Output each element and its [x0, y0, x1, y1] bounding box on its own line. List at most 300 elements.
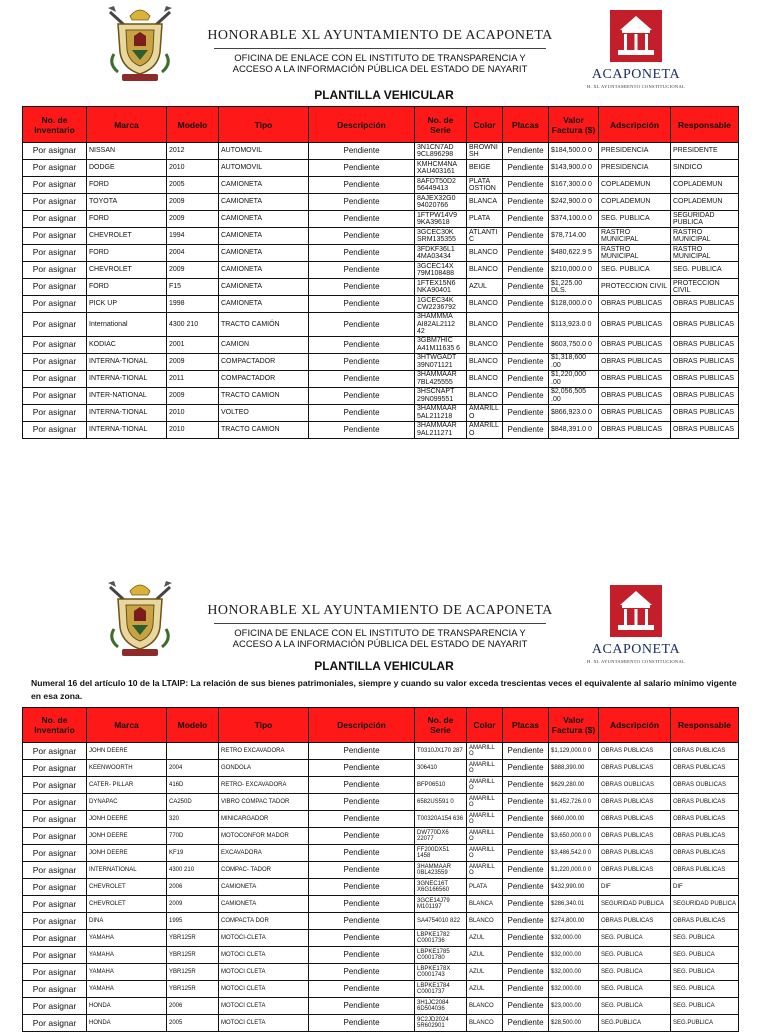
cell-type: COMPACTADOR — [219, 353, 309, 370]
cell-serial: T0310JX170 287 — [415, 743, 467, 760]
cell-brand: HONDA — [87, 998, 167, 1015]
cell-assignment: SEG. PUBLICA — [599, 930, 671, 947]
cell-description: Pendiente — [309, 947, 415, 964]
table-row — [23, 828, 739, 845]
cell-responsible: OBRAS PUBLICAS — [671, 743, 739, 760]
cell-assignment: OBRAS PUBLICAS — [599, 353, 671, 370]
column-header-invoice-value: Valor Factura ($) — [549, 708, 599, 743]
cell-model: F15 — [167, 279, 219, 296]
cell-model: 2009 — [167, 896, 219, 913]
cell-responsible: RASTRO MUNICIPAL — [671, 245, 739, 262]
cell-plates: Pendiente — [503, 828, 549, 845]
cell-type: COMPACTADOR — [219, 370, 309, 387]
cell-assignment: OBRAS PUBLICAS — [599, 828, 671, 845]
cell-plates: Pendiente — [503, 194, 549, 211]
cell-brand: JONH DEERE — [87, 845, 167, 862]
cell-color: BLANCO — [467, 387, 503, 404]
cell-color: AMARILL O — [467, 760, 503, 777]
cell-assignment: OBRAS PUBLICAS — [599, 421, 671, 438]
cell-brand: CHEVROLET — [87, 228, 167, 245]
cell-color: BEIGE — [467, 160, 503, 177]
cell-plates: Pendiente — [503, 336, 549, 353]
cell-serial: 3H1JC2084 6D504036 — [415, 998, 467, 1015]
cell-color: BLANCO — [467, 353, 503, 370]
cell-serial: FF200DX51 1458 — [415, 845, 467, 862]
table-row — [23, 777, 739, 794]
page-header — [0, 575, 768, 664]
cell-assignment: PRESIDENCIA — [599, 143, 671, 160]
cell-type: MOTOCONFOR MADOR — [219, 828, 309, 845]
table-row — [23, 930, 739, 947]
cell-inventory: Por asignar — [23, 336, 87, 353]
cell-brand: DYNAPAC — [87, 794, 167, 811]
cell-color: AZUL — [467, 964, 503, 981]
cell-type: CAMIONETA — [219, 896, 309, 913]
cell-color: AMARILL O — [467, 794, 503, 811]
cell-invoice-value: $480,622.9 5 — [549, 245, 599, 262]
cell-assignment: RASTRO MUNICIPAL — [599, 245, 671, 262]
cell-description: Pendiente — [309, 794, 415, 811]
cell-invoice-value: $167,300.0 0 — [549, 177, 599, 194]
cell-color: AMARILL O — [467, 743, 503, 760]
cell-inventory: Por asignar — [23, 353, 87, 370]
cell-color: BLANCA — [467, 194, 503, 211]
cell-assignment: OBRAS PUBLICAS — [599, 794, 671, 811]
cell-responsible: DIF — [671, 879, 739, 896]
column-header-invoice-value: Valor Factura ($) — [549, 107, 599, 143]
cell-color: PLATA OSTION — [467, 177, 503, 194]
cell-brand: INTER-NATIONAL — [87, 387, 167, 404]
cell-assignment: SEG. PUBLICA — [599, 981, 671, 998]
cell-plates: Pendiente — [503, 998, 549, 1015]
cell-color: BLANCO — [467, 336, 503, 353]
cell-brand: International — [87, 313, 167, 337]
cell-responsible: SINDICO — [671, 160, 739, 177]
cell-type: RETRO EXCAVADORA — [219, 743, 309, 760]
cell-invoice-value: $113,923.0 0 — [549, 313, 599, 337]
cell-type: CAMIONETA — [219, 194, 309, 211]
cell-serial: 3HTWGADT 39N071121 — [415, 353, 467, 370]
cell-responsible: COPLADEMUN — [671, 194, 739, 211]
cell-plates: Pendiente — [503, 845, 549, 862]
table-row — [23, 177, 739, 194]
cell-type: AUTOMOVIL — [219, 143, 309, 160]
cell-plates: Pendiente — [503, 879, 549, 896]
cell-model: 2010 — [167, 160, 219, 177]
cell-brand: JOHN DEERE — [87, 743, 167, 760]
table-row — [23, 862, 739, 879]
cell-assignment: OBRAS PUBLICAS — [599, 370, 671, 387]
cell-inventory: Por asignar — [23, 421, 87, 438]
cell-plates: Pendiente — [503, 811, 549, 828]
cell-plates: Pendiente — [503, 862, 549, 879]
cell-plates: Pendiente — [503, 760, 549, 777]
table-row — [23, 947, 739, 964]
office-subtitle-line-1: OFICINA DE ENLACE CON EL INSTITUTO DE TRANSPARENCIA Y — [234, 53, 526, 64]
cell-brand: INTERNA-TIONAL — [87, 370, 167, 387]
cell-responsible: OBRAS PUBLICAS — [671, 828, 739, 845]
cell-description: Pendiente — [309, 245, 415, 262]
cell-inventory: Por asignar — [23, 211, 87, 228]
cell-type: MOTOCI CLETA — [219, 981, 309, 998]
cell-invoice-value: $848,391.0 0 — [549, 421, 599, 438]
table-header-row — [23, 708, 739, 743]
cell-serial: 9C2JD2024 5R602901 — [415, 1015, 467, 1032]
legal-notice: Numeral 16 del artículo 10 de la LTAIP: La relación de sus bienes patrimoniales, siempre y cuando su valor exceda trescientas veces el equivalente al salario mínimo vigente en esa zona. — [31, 678, 737, 701]
cell-color: BLANCO — [467, 296, 503, 313]
cell-plates: Pendiente — [503, 964, 549, 981]
council-title: HONORABLE XL AYUNTAMIENTO DE ACAPONETA — [207, 603, 553, 618]
cell-type: MOTOCI CLETA — [219, 1015, 309, 1032]
cell-inventory: Por asignar — [23, 947, 87, 964]
cell-plates: Pendiente — [503, 404, 549, 421]
vehicle-inventory-table — [22, 707, 739, 1032]
cell-plates: Pendiente — [503, 245, 549, 262]
cell-color: BLANCA — [467, 896, 503, 913]
cell-plates: Pendiente — [503, 794, 549, 811]
column-header-responsible: Responsable — [671, 708, 739, 743]
table-row — [23, 879, 739, 896]
title-divider — [214, 48, 546, 49]
cell-serial: 3GCE14J79 M101197 — [415, 896, 467, 913]
column-header-color: Color — [467, 708, 503, 743]
cell-type: MOTOCI CLETA — [219, 998, 309, 1015]
table-row — [23, 896, 739, 913]
column-header-plates: Placas — [503, 708, 549, 743]
cell-assignment: OBRAS PUBLICAS — [599, 296, 671, 313]
cell-brand: FORD — [87, 177, 167, 194]
cell-serial: 3GBM7HIC A41M11635 6 — [415, 336, 467, 353]
cell-brand: FORD — [87, 211, 167, 228]
column-header-serial: No. de Serie — [415, 708, 467, 743]
cell-description: Pendiente — [309, 828, 415, 845]
cell-serial: 3HAMMAAR 5AL211218 — [415, 404, 467, 421]
column-header-type: Tipo — [219, 708, 309, 743]
column-header-description: Descripción — [309, 107, 415, 143]
cell-inventory: Por asignar — [23, 811, 87, 828]
cell-brand: KEENWOORTH — [87, 760, 167, 777]
column-header-description: Descripción — [309, 708, 415, 743]
cell-inventory: Por asignar — [23, 370, 87, 387]
cell-responsible: SEG. PUBLICA — [671, 930, 739, 947]
cell-type: TRACTO CAMIÓN — [219, 313, 309, 337]
cell-invoice-value: $32,000.00 — [549, 947, 599, 964]
cell-plates: Pendiente — [503, 743, 549, 760]
council-title: HONORABLE XL AYUNTAMIENTO DE ACAPONETA — [207, 28, 553, 43]
cell-model: 2009 — [167, 387, 219, 404]
cell-inventory: Por asignar — [23, 828, 87, 845]
cell-color: BROWNI SH — [467, 143, 503, 160]
cell-model: 2009 — [167, 353, 219, 370]
cell-type: CAMIONETA — [219, 296, 309, 313]
cell-responsible: OBRAS PUBLICAS — [671, 862, 739, 879]
cell-plates: Pendiente — [503, 177, 549, 194]
cell-description: Pendiente — [309, 160, 415, 177]
cell-serial: 3HSCNAPT 29N099551 — [415, 387, 467, 404]
cell-serial: SA4754010 822 — [415, 913, 467, 930]
column-header-model: Modelo — [167, 708, 219, 743]
cell-description: Pendiente — [309, 279, 415, 296]
cell-serial: LBPKE178X C0001743 — [415, 964, 467, 981]
cell-type: GONDOLA — [219, 760, 309, 777]
logo-subtitle: H. XL AYUNTAMIENTO CONSTITUCIONAL — [586, 84, 686, 89]
cell-assignment: SEG. PUBLICA — [599, 947, 671, 964]
cell-inventory: Por asignar — [23, 143, 87, 160]
cell-assignment: SEG. PUBLICA — [599, 998, 671, 1015]
cell-description: Pendiente — [309, 930, 415, 947]
cell-serial: 306410 — [415, 760, 467, 777]
cell-color: PLATA — [467, 211, 503, 228]
cell-invoice-value: $32,000.00 — [549, 981, 599, 998]
table-row — [23, 421, 739, 438]
cell-description: Pendiente — [309, 336, 415, 353]
cell-assignment: RASTRO MUNICIPAL — [599, 228, 671, 245]
cell-responsible: SEG. PUBLICA — [671, 964, 739, 981]
table-row — [23, 296, 739, 313]
document-page-1 — [0, 0, 768, 439]
cell-model: 2006 — [167, 879, 219, 896]
table-row — [23, 211, 739, 228]
cell-plates: Pendiente — [503, 896, 549, 913]
cell-invoice-value: $28,500.00 — [549, 1015, 599, 1032]
cell-responsible: PROTECCION CIVIL — [671, 279, 739, 296]
logo-subtitle: H. XL AYUNTAMIENTO CONSTITUCIONAL — [586, 659, 686, 664]
cell-model: 2005 — [167, 1015, 219, 1032]
cell-inventory: Por asignar — [23, 245, 87, 262]
cell-serial: LBPKE1784 C0001737 — [415, 981, 467, 998]
cell-plates: Pendiente — [503, 370, 549, 387]
cell-serial: 3HAMMMA AI82AL2112 42 — [415, 313, 467, 337]
cell-plates: Pendiente — [503, 143, 549, 160]
column-header-assignment: Adscripción — [599, 708, 671, 743]
table-row — [23, 228, 739, 245]
office-subtitle-line-2: ACCESO A LA INFORMACIÓN PÚBLICA DEL ESTADO DE NAYARIT — [232, 64, 528, 75]
cell-type: COMPACTA DOR — [219, 913, 309, 930]
cell-serial: 8AJEX32G0 94020766 — [415, 194, 467, 211]
cell-plates: Pendiente — [503, 160, 549, 177]
cell-invoice-value: $1,452,726.0 0 — [549, 794, 599, 811]
header-titles — [200, 603, 560, 650]
cell-brand: NISSAN — [87, 143, 167, 160]
cell-description: Pendiente — [309, 811, 415, 828]
cell-type: MOTOCI CLETA — [219, 947, 309, 964]
cell-model: 1995 — [167, 913, 219, 930]
cell-assignment: OBRAS PUBLICAS — [599, 313, 671, 337]
table-row — [23, 743, 739, 760]
cell-description: Pendiente — [309, 211, 415, 228]
cell-model: 1998 — [167, 296, 219, 313]
cell-type: MOTOCI-CLETA — [219, 930, 309, 947]
cell-color: BLANCO — [467, 1015, 503, 1032]
cell-serial: DW770DX6 22077 — [415, 828, 467, 845]
cell-plates: Pendiente — [503, 913, 549, 930]
table-row — [23, 760, 739, 777]
cell-plates: Pendiente — [503, 228, 549, 245]
cell-model: 2011 — [167, 370, 219, 387]
cell-inventory: Por asignar — [23, 1015, 87, 1032]
cell-responsible: OBRAS PUBLICAS — [671, 353, 739, 370]
cell-responsible: OBRAS PUBLICAS — [671, 336, 739, 353]
title-divider — [214, 623, 546, 624]
cell-brand: YAMAHA — [87, 947, 167, 964]
cell-model: YBR125R — [167, 981, 219, 998]
cell-color: AZUL — [467, 947, 503, 964]
cell-serial: 3GNEC16T X6G166560 — [415, 879, 467, 896]
table-row — [23, 1015, 739, 1032]
cell-serial: 3FDKF36L1 4MA03434 — [415, 245, 467, 262]
cell-invoice-value: $432,990.00 — [549, 879, 599, 896]
cell-invoice-value: $374,100.0 0 — [549, 211, 599, 228]
cell-brand: YAMAHA — [87, 930, 167, 947]
cell-responsible: SEG. PUBLICA — [671, 998, 739, 1015]
header-titles — [200, 28, 560, 75]
cell-assignment: SEG. PUBLICA — [599, 211, 671, 228]
cell-color: BLANCO — [467, 370, 503, 387]
cell-model: 2010 — [167, 404, 219, 421]
cell-plates: Pendiente — [503, 296, 549, 313]
cell-invoice-value: $1,225.00 DLS. — [549, 279, 599, 296]
cell-description: Pendiente — [309, 313, 415, 337]
cell-invoice-value: $3,650,000.0 0 — [549, 828, 599, 845]
cell-description: Pendiente — [309, 896, 415, 913]
column-header-responsible: Responsable — [671, 107, 739, 143]
cell-type: MINICARGADOR — [219, 811, 309, 828]
cell-type: CAMIONETA — [219, 245, 309, 262]
cell-serial: BFP06510 — [415, 777, 467, 794]
cell-inventory: Por asignar — [23, 777, 87, 794]
column-header-inventory: No. de Inventario — [23, 708, 87, 743]
cell-description: Pendiente — [309, 845, 415, 862]
cell-serial: 3GCEC14X 79M108488 — [415, 262, 467, 279]
cell-model: 770D — [167, 828, 219, 845]
cell-serial: 8AFDT50D2 56449413 — [415, 177, 467, 194]
cell-color: BLANCO — [467, 245, 503, 262]
cell-model: CA250D — [167, 794, 219, 811]
cell-inventory: Por asignar — [23, 794, 87, 811]
cell-responsible: OBRAS PUBLICAS — [671, 370, 739, 387]
cell-inventory: Por asignar — [23, 262, 87, 279]
cell-inventory: Por asignar — [23, 862, 87, 879]
cell-assignment: SEGURIDAD PUBLICA — [599, 896, 671, 913]
municipal-crest-logo — [104, 577, 176, 659]
cell-responsible: SEGURIDAD PUBLICA — [671, 896, 739, 913]
cell-serial: 3HAMMAAR 0BL423559 — [415, 862, 467, 879]
kiosk-icon — [572, 8, 700, 66]
cell-model: 2009 — [167, 262, 219, 279]
table-body — [23, 743, 739, 1032]
cell-brand: CHEVROLET — [87, 262, 167, 279]
cell-invoice-value: $242,900.0 0 — [549, 194, 599, 211]
cell-responsible: OBRAS PUBLICAS — [671, 760, 739, 777]
cell-inventory: Por asignar — [23, 998, 87, 1015]
cell-assignment: COPLADEMUN — [599, 177, 671, 194]
cell-description: Pendiente — [309, 777, 415, 794]
cell-invoice-value: $23,000.00 — [549, 998, 599, 1015]
cell-responsible: SEG. PUBLICA — [671, 947, 739, 964]
cell-plates: Pendiente — [503, 387, 549, 404]
cell-inventory: Por asignar — [23, 313, 87, 337]
cell-description: Pendiente — [309, 404, 415, 421]
column-header-model: Modelo — [167, 107, 219, 143]
table-row — [23, 964, 739, 981]
table-row — [23, 370, 739, 387]
cell-model: YBR125R — [167, 964, 219, 981]
cell-model: 2012 — [167, 143, 219, 160]
cell-plates: Pendiente — [503, 262, 549, 279]
cell-responsible: SEG. PUBLICA — [671, 262, 739, 279]
document-page-2 — [0, 575, 768, 1032]
cell-type: TRACTO CAMION — [219, 387, 309, 404]
cell-description: Pendiente — [309, 262, 415, 279]
cell-inventory: Por asignar — [23, 930, 87, 947]
cell-serial: 1GCEC34K CW2236792 — [415, 296, 467, 313]
cell-assignment: SEG.PUBLICA — [599, 1015, 671, 1032]
cell-type: TRACTO CAMION — [219, 421, 309, 438]
cell-description: Pendiente — [309, 353, 415, 370]
cell-serial: 3N1CN7AD 9CL896298 — [415, 143, 467, 160]
cell-description: Pendiente — [309, 296, 415, 313]
cell-type: AUTOMOVIL — [219, 160, 309, 177]
logo-name: ACAPONETA — [591, 642, 681, 657]
cell-inventory: Por asignar — [23, 160, 87, 177]
cell-type: MOTOCI CLETA — [219, 964, 309, 981]
cell-description: Pendiente — [309, 862, 415, 879]
kiosk-icon — [572, 583, 700, 641]
cell-assignment: OBRAS PUBLICAS — [599, 845, 671, 862]
cell-model: 2005 — [167, 177, 219, 194]
cell-description: Pendiente — [309, 177, 415, 194]
cell-responsible: OBRAS PUBLICAS — [671, 404, 739, 421]
cell-brand: YAMAHA — [87, 964, 167, 981]
cell-serial: 1FTEX15N6 NKA90401 — [415, 279, 467, 296]
cell-inventory: Por asignar — [23, 743, 87, 760]
cell-serial: KMHCM4NA XAU403161 — [415, 160, 467, 177]
cell-brand: CHEVROLET — [87, 879, 167, 896]
cell-inventory: Por asignar — [23, 177, 87, 194]
cell-color: AMARILL O — [467, 845, 503, 862]
cell-assignment: OBRAS PUBLICAS — [599, 387, 671, 404]
cell-responsible: SEG.PUBLICA — [671, 1015, 739, 1032]
table-row — [23, 279, 739, 296]
cell-inventory: Por asignar — [23, 896, 87, 913]
column-header-serial: No. de Serie — [415, 107, 467, 143]
cell-responsible: COPLADEMUN — [671, 177, 739, 194]
acaponeta-logo — [572, 8, 700, 90]
cell-invoice-value: $1,220,000 .00 — [549, 370, 599, 387]
cell-brand: JONH DEERE — [87, 811, 167, 828]
cell-type: EXCAVADORA — [219, 845, 309, 862]
cell-description: Pendiente — [309, 879, 415, 896]
cell-model: 416D — [167, 777, 219, 794]
table-row — [23, 313, 739, 337]
cell-serial: 1FTPW14V9 9KA39618 — [415, 211, 467, 228]
cell-description: Pendiente — [309, 228, 415, 245]
cell-model: 2006 — [167, 998, 219, 1015]
cell-color: AZUL — [467, 279, 503, 296]
cell-responsible: SEGURIDAD PUBLICA — [671, 211, 739, 228]
cell-responsible: SEG. PUBLICA — [671, 981, 739, 998]
cell-plates: Pendiente — [503, 777, 549, 794]
cell-plates: Pendiente — [503, 981, 549, 998]
cell-model: KF19 — [167, 845, 219, 862]
cell-inventory: Por asignar — [23, 279, 87, 296]
cell-responsible: OBRAS PUBLICAS — [671, 387, 739, 404]
cell-description: Pendiente — [309, 194, 415, 211]
cell-model: 2001 — [167, 336, 219, 353]
page-header — [0, 0, 768, 89]
cell-assignment: PRESIDENCIA — [599, 160, 671, 177]
cell-description: Pendiente — [309, 913, 415, 930]
